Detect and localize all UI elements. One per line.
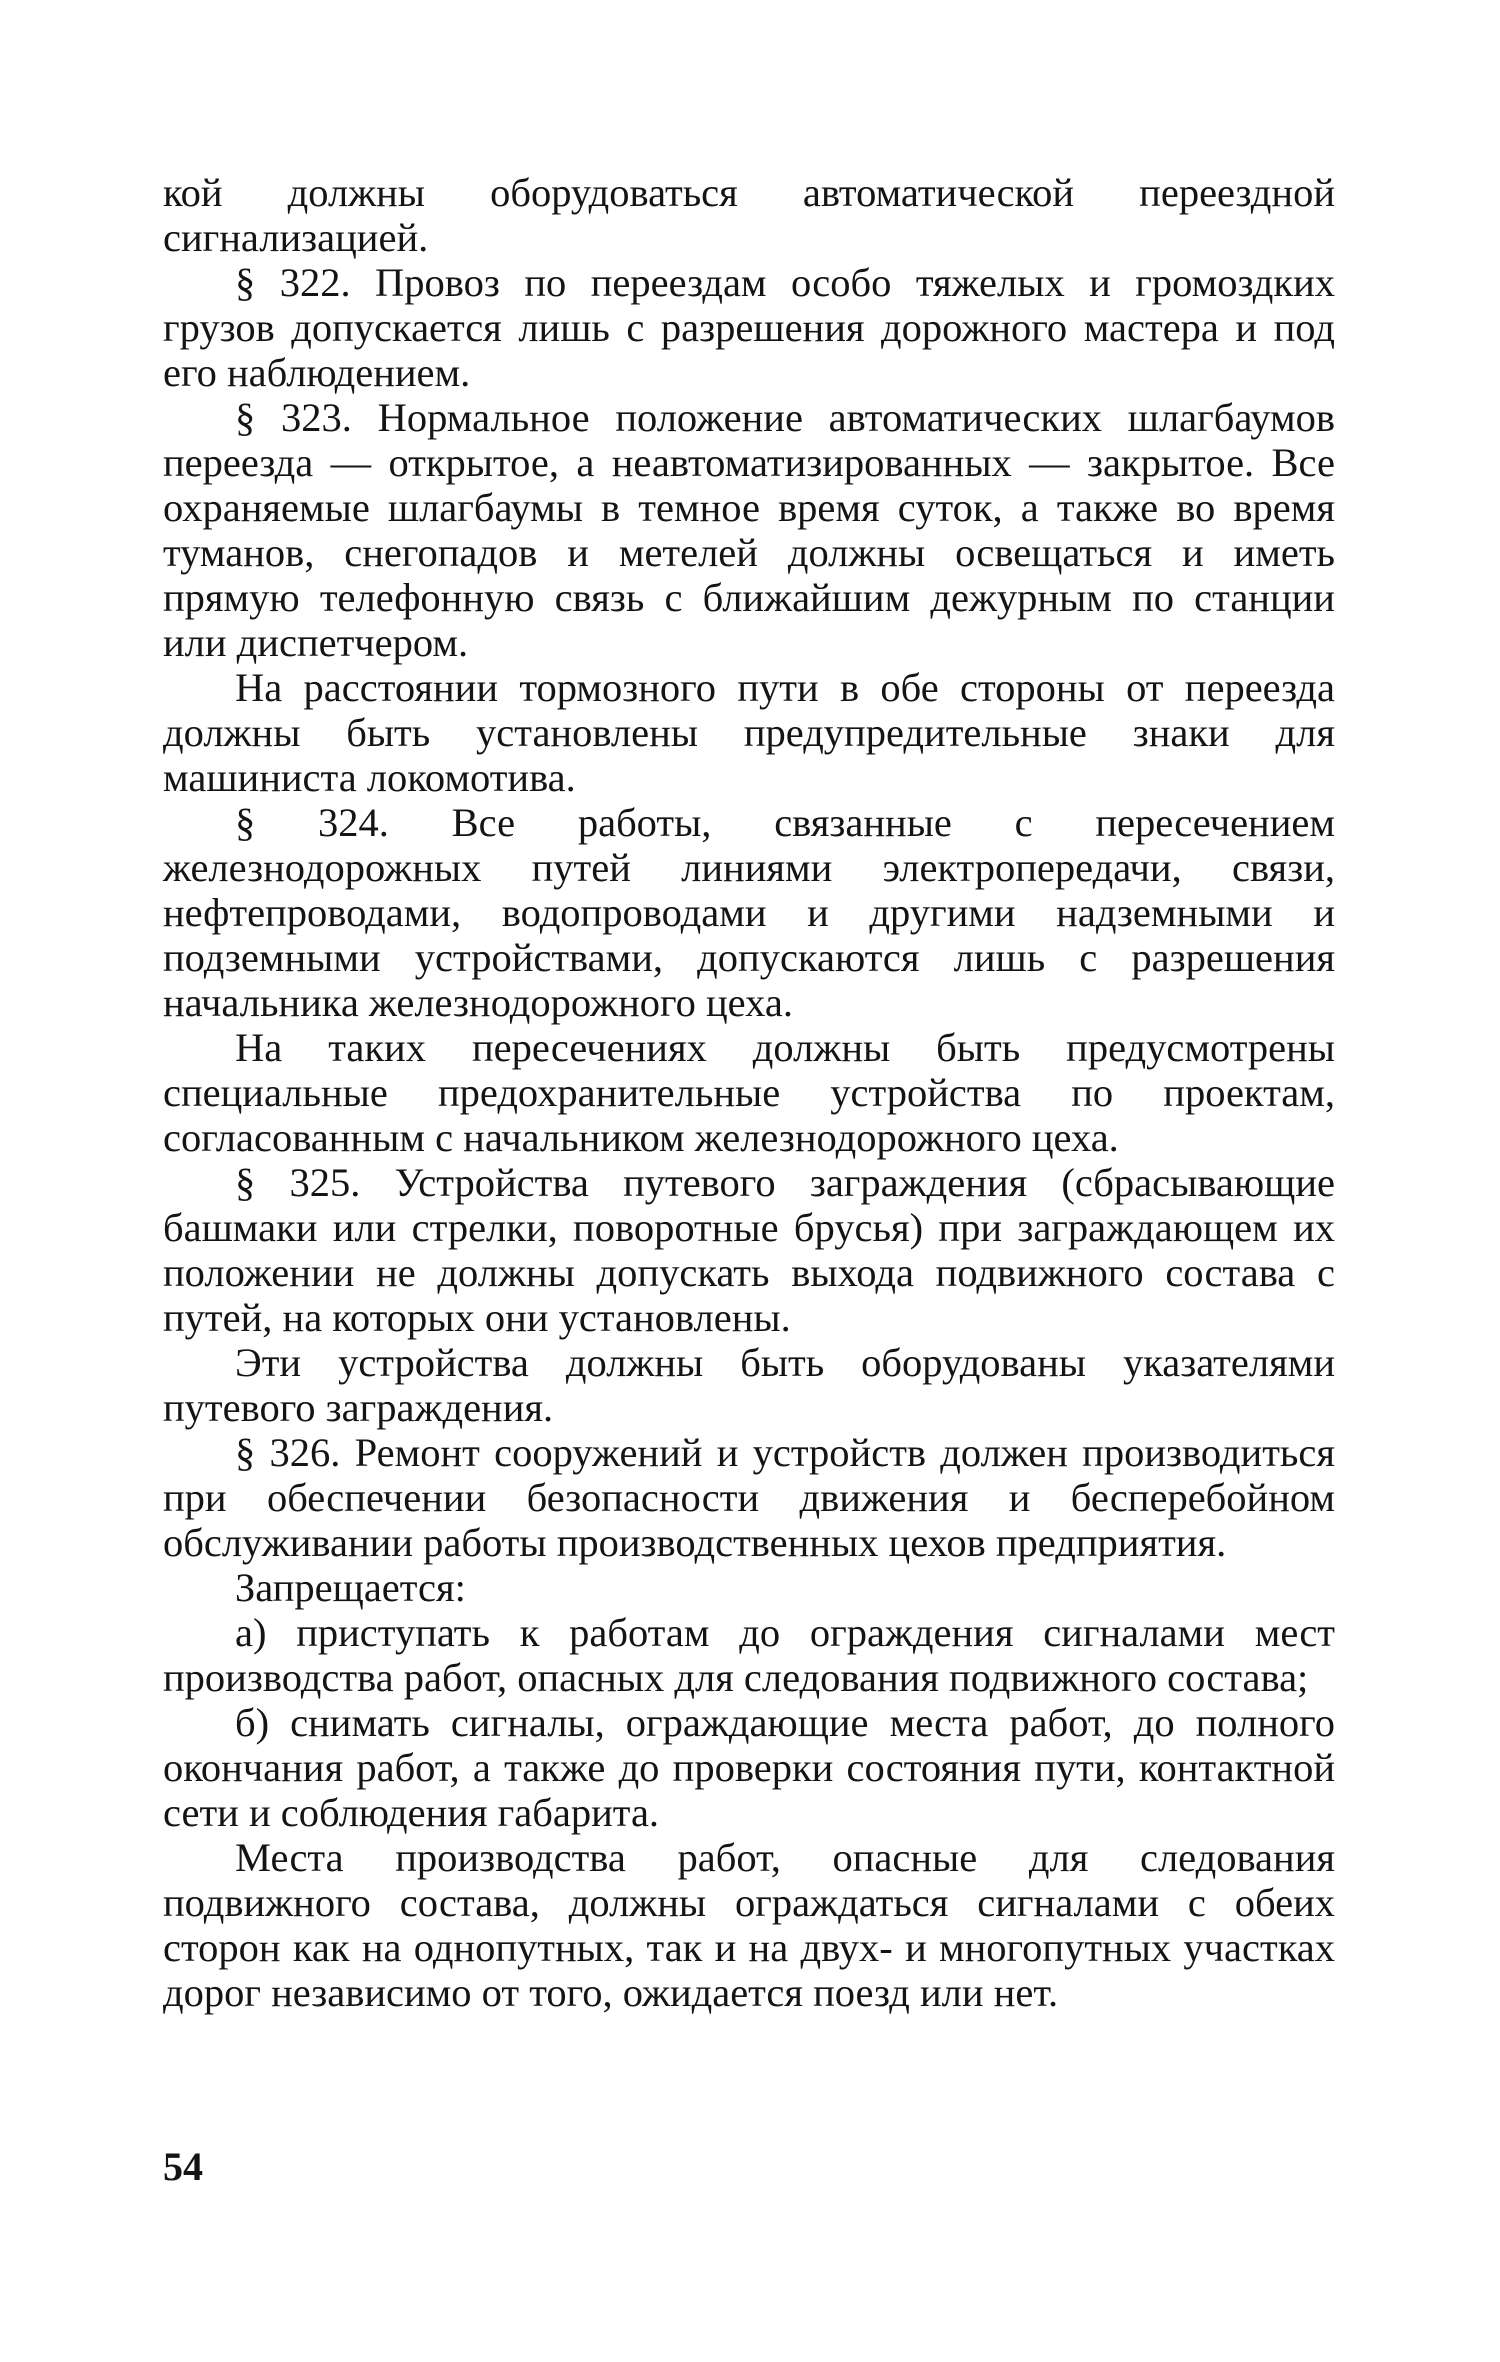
paragraph-section-325-indicators: Эти устройства должны быть оборудованы указателями путевого заграждения.: [163, 1340, 1335, 1430]
paragraph-section-324: § 324. Все работы, связанные с пересечением железнодорожных путей линиями электропередачи, связи, нефтепроводами, водопроводами и другими надземными и подземными устройствами, допускаются лишь с разрешения начальника железнодорожного цеха.: [163, 800, 1335, 1025]
paragraph-section-325: § 325. Устройства путевого заграждения (сбрасывающие башмаки или стрелки, поворотные брусья) при заграждающем их положении не должны допускать выхода подвижного состава с путей, на которых они установлены.: [163, 1160, 1335, 1340]
paragraph-section-323-warning-signs: На расстоянии тормозного пути в обе стороны от переезда должны быть установлены предупредительные знаки для машиниста локомотива.: [163, 665, 1335, 800]
body-text: [163, 170, 1335, 2015]
paragraph-prohibited-heading: Запрещается:: [235, 1565, 466, 1610]
list-item-b: б) снимать сигналы, ограждающие места работ, до полного окончания работ, а также до проверки состояния пути, контактной сети и соблюдения габарита.: [163, 1700, 1335, 1835]
paragraph-section-326: § 326. Ремонт сооружений и устройств должен производиться при обеспечении безопасности движения и бесперебойном обслуживании работы производственных цехов предприятия.: [163, 1430, 1335, 1565]
paragraph-section-324-devices: На таких пересечениях должны быть предусмотрены специальные предохранительные устройства по проектам, согласованным с начальником железнодорожного цеха.: [163, 1025, 1335, 1160]
paragraph-work-sites: Места производства работ, опасные для следования подвижного состава, должны ограждаться сигналами с обеих сторон как на однопутных, так и на двух- и многопутных участках дорог независимо от того, ожидается поезд или нет.: [163, 1835, 1335, 2015]
paragraph-section-322: § 322. Провоз по переездам особо тяжелых и громоздких грузов допускается лишь с разрешения дорожного мастера и под его наблюдением.: [163, 260, 1335, 395]
list-item-a: а) приступать к работам до ограждения сигналами мест производства работ, опасных для следования подвижного состава;: [163, 1610, 1335, 1700]
paragraph-section-323: § 323. Нормальное положение автоматических шлагбаумов переезда — открытое, а неавтоматизированных — закрытое. Все охраняемые шлагбаумы в темное время суток, а также во время туманов, снегопадов и метелей должны освещаться и иметь прямую телефонную связь с ближайшим дежурным по станции или диспетчером.: [163, 395, 1335, 665]
page-number: 54: [163, 2144, 203, 2189]
paragraph-continuation: кой должны оборудоваться автоматической переездной сигнализацией.: [163, 170, 1335, 260]
